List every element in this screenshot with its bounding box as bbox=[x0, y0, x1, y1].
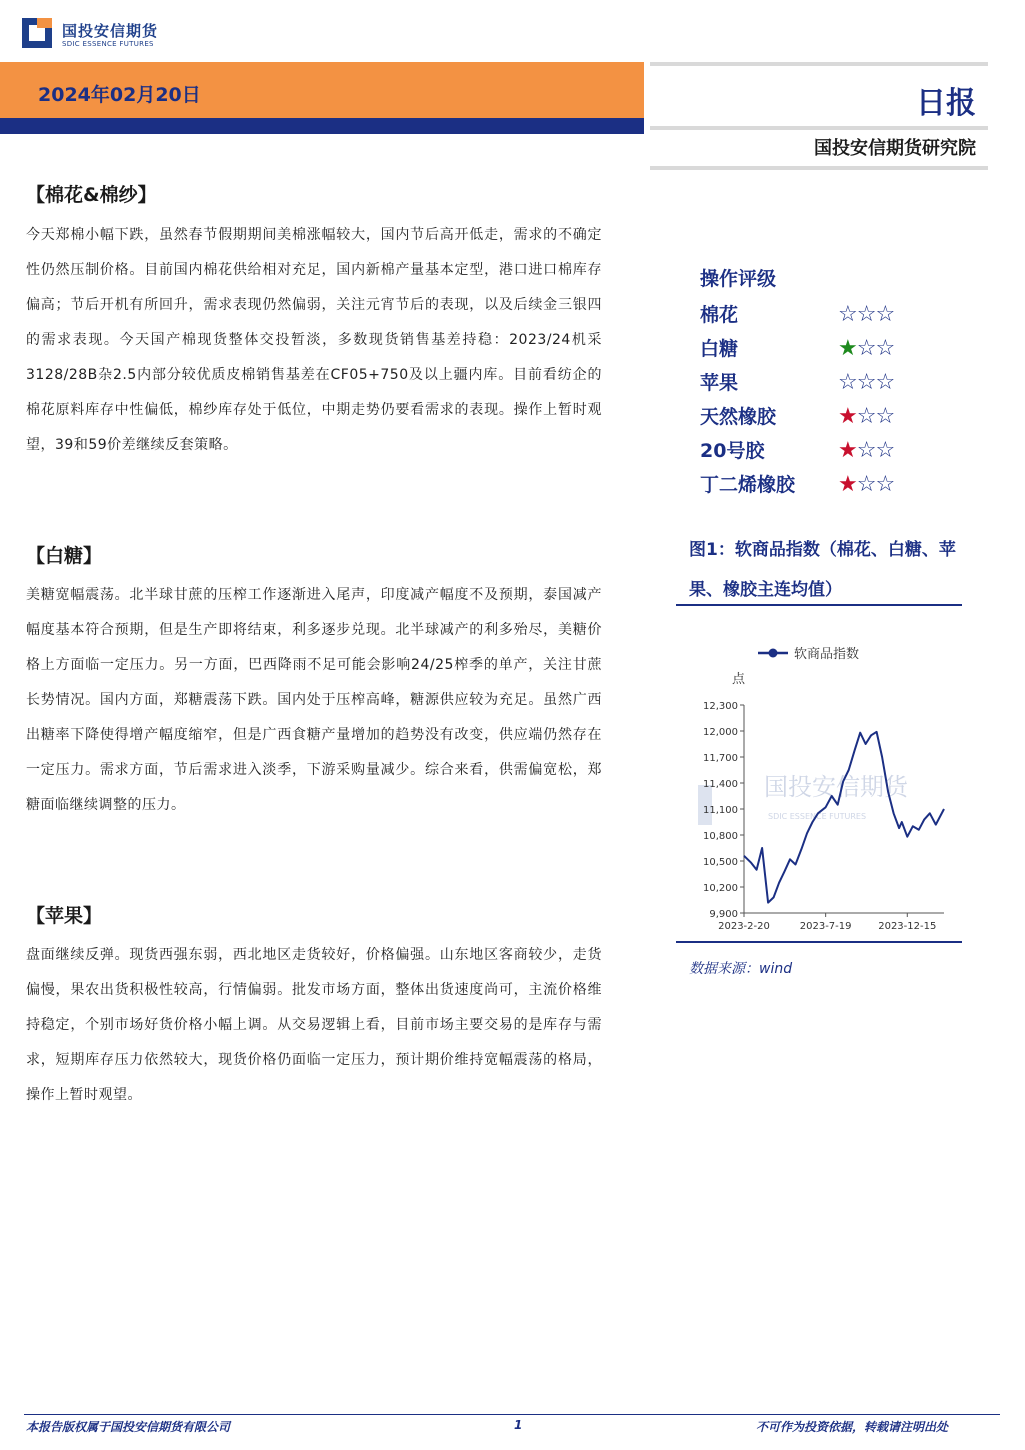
report-date: 2024年02月20日 bbox=[38, 84, 201, 106]
star-empty-icon: ☆ bbox=[856, 404, 876, 429]
header-blue-bar bbox=[0, 118, 644, 134]
rating-commodity-name: 棉花 bbox=[700, 304, 739, 326]
company-logo bbox=[22, 14, 192, 56]
rating-commodity-name: 天然橡胶 bbox=[700, 406, 777, 428]
figure-title: 图1：软商品指数（棉花、白糖、苹果、橡胶主连均值） bbox=[689, 540, 956, 600]
star-empty-icon: ☆ bbox=[875, 370, 895, 395]
divider bbox=[650, 126, 988, 130]
section-title-sugar: 【白糖】 bbox=[26, 545, 103, 567]
y-tick-label: 12,300 bbox=[703, 701, 738, 712]
star-filled-icon: ★ bbox=[838, 404, 857, 429]
star-filled-icon: ★ bbox=[838, 472, 857, 497]
star-empty-icon: ☆ bbox=[875, 302, 895, 327]
star-empty-icon: ☆ bbox=[856, 302, 876, 327]
section-title-cotton: 【棉花&棉纱】 bbox=[26, 184, 157, 206]
rating-row bbox=[700, 332, 940, 366]
rating-commodity-name: 白糖 bbox=[700, 338, 739, 360]
logo-mark-icon bbox=[22, 18, 52, 48]
star-empty-icon: ☆ bbox=[875, 336, 895, 361]
section-text-sugar: 美糖宽幅震荡。北半球甘蔗的压榨工作逐渐进入尾声，印度减产幅度不及预期，泰国减产幅度基本符合预期，但是生产即将结束，利多逐步兑现。北半球减产的利多殆尽，美糖价格上方面临一定压力。另一方面，巴西降雨不足可能会影响24/25榨季的单产，关注甘蔗长势情况。国内方面，郑糖震荡下跌。国内处于压榨高峰，糖源供应较为充足。虽然广西出糖率下降使得增产幅度缩窄，但是广西食糖产量增加的趋势没有改变，供应端仍然存在一定压力。需求方面，节后需求进入淡季，下游采购量减少。综合来看，供需偏宽松，郑糖面临继续调整的压力。 bbox=[26, 587, 602, 813]
star-empty-icon: ☆ bbox=[856, 370, 876, 395]
rating-stars bbox=[838, 332, 894, 366]
rating-stars bbox=[838, 400, 894, 434]
rating-stars bbox=[838, 298, 894, 332]
page-number: 1 bbox=[514, 1418, 523, 1432]
section-title-apple: 【苹果】 bbox=[26, 905, 103, 927]
star-empty-icon: ☆ bbox=[875, 404, 895, 429]
rating-commodity-name: 丁二烯橡胶 bbox=[700, 474, 796, 496]
star-empty-icon: ☆ bbox=[875, 438, 895, 463]
logo-text-en: SDIC ESSENCE FUTURES bbox=[62, 40, 154, 48]
y-tick-label: 12,000 bbox=[703, 727, 738, 738]
rating-row bbox=[700, 298, 940, 332]
watermark-en: SDIC ESSENCE FUTURES bbox=[768, 812, 867, 821]
legend-marker bbox=[769, 649, 778, 658]
section-text-apple: 盘面继续反弹。现货西强东弱，西北地区走货较好，价格偏强。山东地区客商较少，走货偏慢，果农出货积极性较高，行情偏弱。批发市场方面，整体出货速度尚可，主流价格维持稳定，个别市场好货价格小幅上调。从交易逻辑上看，目前市场主要交易的是库存与需求，短期库存压力依然较大，现货价格仍面临一定压力，预计期价维持宽幅震荡的格局，操作上暂时观望。 bbox=[26, 947, 602, 1103]
star-empty-icon: ☆ bbox=[838, 370, 857, 395]
footer-divider bbox=[24, 1414, 1000, 1415]
chart-svg bbox=[676, 635, 966, 940]
star-filled-icon: ★ bbox=[838, 438, 857, 463]
y-tick-label: 10,500 bbox=[703, 857, 738, 868]
figure-rule-bottom bbox=[676, 941, 962, 943]
rating-row bbox=[700, 366, 940, 400]
rating-stars bbox=[838, 366, 894, 400]
rating-stars bbox=[838, 468, 894, 502]
soft-commodity-index-chart bbox=[676, 635, 966, 940]
data-source: 数据来源：wind bbox=[689, 961, 793, 977]
legend-label: 软商品指数 bbox=[794, 647, 860, 662]
y-tick-label: 11,100 bbox=[703, 805, 738, 816]
x-tick-label: 2023-7-19 bbox=[799, 921, 852, 932]
rating-commodity-name: 20号胶 bbox=[700, 440, 765, 462]
rating-commodity-name: 苹果 bbox=[700, 372, 739, 394]
rating-row bbox=[700, 400, 940, 434]
section-text-cotton: 今天郑棉小幅下跌，虽然春节假期期间美棉涨幅较大，国内节后高开低走，需求的不确定性仍然压制价格。目前国内棉花供给相对充足，国内新棉产量基本定型，港口进口棉库存偏高；节后开机有所回升，需求表现仍然偏弱，关注元宵节后的表现，以及后续金三银四的需求表现。今天国产棉现货整体交投暂淡，多数现货销售基差持稳：2023/24机采3128/28B杂2.5内部分较优质皮棉销售基差在CF05+750及以上疆内库。目前看纺企的棉花原料库存中性偏低，棉纱库存处于低位，中期走势仍要看需求的表现。操作上暂时观望，39和59价差继续反套策略。 bbox=[26, 227, 602, 453]
x-tick-label: 2023-12-15 bbox=[878, 921, 937, 932]
star-empty-icon: ☆ bbox=[856, 336, 876, 361]
y-tick-label: 9,900 bbox=[709, 909, 738, 920]
star-empty-icon: ☆ bbox=[856, 438, 876, 463]
rating-title: 操作评级 bbox=[700, 268, 777, 290]
divider bbox=[650, 166, 988, 170]
divider bbox=[650, 62, 988, 66]
x-tick-label: 2023-2-20 bbox=[718, 921, 770, 932]
star-filled-icon: ★ bbox=[838, 336, 857, 361]
watermark-text: 国投安信期货 bbox=[764, 773, 908, 801]
y-axis-label: 点 bbox=[732, 672, 746, 687]
report-type: 日报 bbox=[916, 86, 976, 121]
star-empty-icon: ☆ bbox=[856, 472, 876, 497]
institute-name: 国投安信期货研究院 bbox=[814, 138, 976, 159]
y-tick-label: 11,400 bbox=[703, 779, 738, 790]
star-empty-icon: ☆ bbox=[875, 472, 895, 497]
y-tick-label: 11,700 bbox=[703, 753, 738, 764]
figure-rule-top bbox=[676, 604, 962, 606]
rating-panel bbox=[700, 264, 940, 502]
footer-copyright: 本报告版权属于国投安信期货有限公司 bbox=[26, 1420, 231, 1434]
y-tick-label: 10,200 bbox=[703, 883, 738, 894]
logo-text-cn: 国投安信期货 bbox=[62, 22, 159, 40]
report-header-right bbox=[650, 62, 988, 170]
footer-disclaimer: 不可作为投资依据，转载请注明出处 bbox=[756, 1420, 949, 1434]
y-tick-label: 10,800 bbox=[703, 831, 738, 842]
rating-stars bbox=[838, 434, 894, 468]
rating-row bbox=[700, 434, 940, 468]
star-empty-icon: ☆ bbox=[838, 302, 857, 327]
rating-row bbox=[700, 468, 940, 502]
